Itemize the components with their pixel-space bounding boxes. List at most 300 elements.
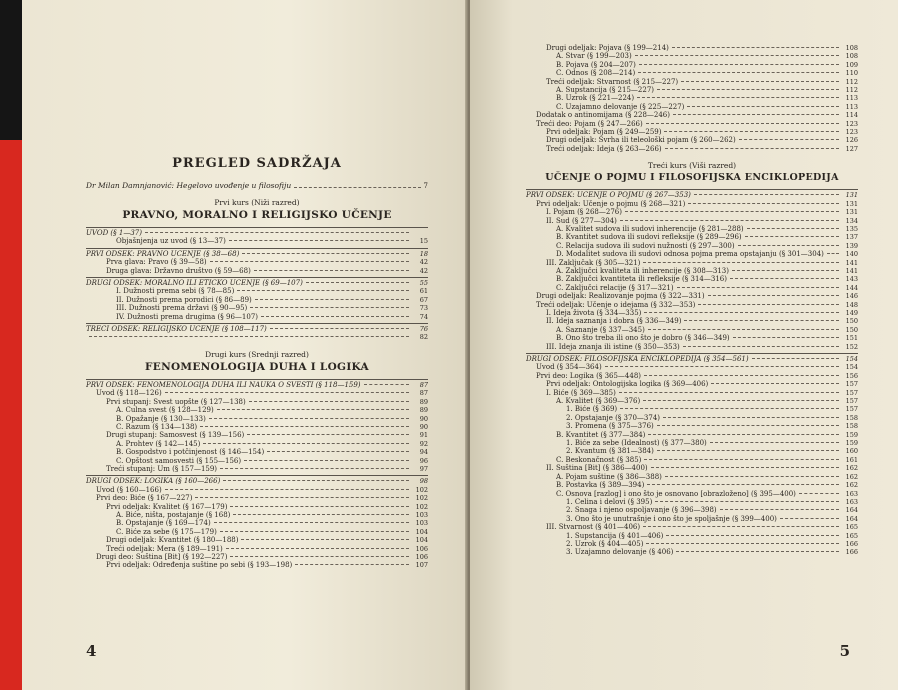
- toc-entry-text: Treći odeljak: Mera (§ 189—191): [106, 544, 223, 553]
- toc-entry-page: 123: [845, 128, 858, 137]
- leader-dots: [688, 203, 839, 204]
- toc-entry-text: 3. Uzajamno delovanje (§ 406): [566, 548, 674, 557]
- toc-section-heading: [86, 248, 428, 258]
- toc-entry: [86, 448, 428, 456]
- toc-entry-page: 139: [845, 241, 858, 250]
- toc-entry: [86, 398, 428, 406]
- toc-entry: [86, 304, 428, 312]
- toc-entry-text: C. Opštost samosvesti (§ 155—156): [116, 456, 242, 465]
- toc-entry-text: Treći odeljak: Učenje o idejama (§ 332—353): [536, 300, 696, 309]
- toc-entry: [86, 267, 428, 275]
- toc-entry-page: 107: [415, 561, 428, 570]
- toc-entry-text: PRVI ODSEK: PRAVNO UČENJE (§ 38—68): [86, 249, 240, 258]
- leader-dots: [635, 55, 839, 56]
- leader-dots: [676, 551, 839, 552]
- leader-dots: [720, 509, 839, 510]
- toc-entry-page: 159: [845, 430, 858, 439]
- toc-section-heading: [86, 379, 428, 389]
- leader-dots: [89, 336, 409, 337]
- page-number: 5: [839, 642, 850, 660]
- toc-entry-text: A. Saznanje (§ 337—345): [556, 325, 645, 334]
- toc-entry-page: 106: [415, 544, 428, 553]
- toc-entry-page: 150: [845, 317, 858, 326]
- toc-entry-text: PRVI ODSEK: UČENJE O POJMU (§ 267—353): [526, 191, 691, 200]
- toc-entry-text: II. Sud (§ 277—304): [546, 216, 617, 225]
- toc-entry-page: 87: [419, 380, 428, 389]
- leader-dots: [233, 514, 409, 515]
- intro-text: Dr Milan Damnjanović: Hegelovo uvođenje u filosofiju: [86, 181, 292, 190]
- toc-entry-page: 150: [845, 325, 858, 334]
- toc-entry-page: 165: [845, 523, 858, 532]
- toc-entry-text: II. Suština [Bit] (§ 386—400): [546, 464, 648, 473]
- toc-entry: [526, 540, 858, 548]
- leader-dots: [687, 106, 839, 107]
- toc-entry-page: 102: [415, 494, 428, 503]
- toc-entry-page: 157: [845, 388, 858, 397]
- toc-entry-text: C. Relacija sudova ili sudovi nužnosti (§ 297—300): [556, 241, 735, 250]
- toc-entry: [526, 111, 858, 119]
- toc-entry: [86, 545, 428, 553]
- leader-dots: [203, 443, 409, 444]
- leader-dots: [214, 522, 409, 523]
- leader-dots: [244, 460, 409, 461]
- toc-entry: [526, 372, 858, 380]
- leader-dots: [226, 548, 409, 549]
- leader-dots: [648, 434, 839, 435]
- toc-entry-text: II. Ideja saznanja i dobra (§ 336—349): [546, 317, 682, 326]
- toc-section-heading: [526, 189, 858, 199]
- leader-dots: [229, 240, 409, 241]
- leader-dots: [745, 236, 839, 237]
- toc-entry-text: Treći stupanj: Um (§ 157—159): [106, 464, 218, 473]
- toc-list: [86, 227, 428, 342]
- toc-entry-page: 103: [415, 519, 428, 528]
- toc-entry: [86, 423, 428, 431]
- leader-dots: [643, 400, 839, 401]
- toc-entry-text: IV. Dužnosti prema drugima (§ 96—107): [116, 312, 258, 321]
- toc-entry-page: 106: [415, 553, 428, 561]
- page-title: PREGLED SADRŽAJA: [172, 156, 342, 171]
- leader-dots: [732, 270, 839, 271]
- toc-entry-page: 154: [845, 363, 858, 372]
- toc-entry: [526, 69, 858, 77]
- toc-entry-text: Treći odeljak: Stvarnost (§ 215—227): [546, 77, 679, 86]
- toc-entry: [526, 389, 858, 397]
- toc-entry-text: Objašnjenja uz uvod (§ 13—37): [116, 237, 226, 246]
- toc-entry-page: 143: [845, 275, 858, 284]
- toc-entry-page: 152: [845, 342, 858, 351]
- toc-entry-text: C. Odnos (§ 208—214): [556, 69, 636, 78]
- toc-entry-text: Treći odeljak: Ideja (§ 263—266): [546, 144, 662, 153]
- toc-entry-page: 165: [845, 531, 858, 540]
- toc-entry-page: 148: [845, 300, 858, 309]
- leader-dots: [247, 434, 409, 435]
- toc-entry-text: B. Pojava (§ 204—207): [556, 60, 636, 69]
- leader-dots: [250, 307, 409, 308]
- toc-entry-page: 146: [845, 292, 858, 301]
- toc-entry: [86, 389, 428, 397]
- toc-entry: [526, 136, 858, 144]
- leader-dots: [605, 366, 839, 367]
- leader-dots: [242, 253, 409, 254]
- leader-dots: [665, 476, 839, 477]
- toc-entry-text: B. Opažanje (§ 130—133): [116, 414, 206, 423]
- leader-dots: [657, 89, 839, 90]
- toc-entry-text: 1. Biće (§ 369): [566, 405, 618, 414]
- toc-entry: [526, 44, 858, 52]
- leader-dots: [698, 304, 839, 305]
- toc-section-heading: [86, 227, 428, 237]
- course-label: Treći kurs (Viši razred): [647, 161, 737, 171]
- leader-dots: [657, 425, 839, 426]
- toc-entry: [526, 422, 858, 430]
- toc-entry-page: 55: [419, 279, 428, 288]
- toc-entry-page: 112: [845, 86, 858, 95]
- leader-dots: [752, 358, 839, 359]
- toc-entry-text: Prvi odeljak: Ontologijska logika (§ 369—406): [546, 380, 709, 389]
- toc-entry: [86, 296, 428, 304]
- toc-entry-page: 90: [419, 422, 428, 431]
- toc-entry-text: Treći deo: Pojam (§ 247—266): [536, 119, 643, 128]
- leader-dots: [270, 328, 409, 329]
- toc-entry: [526, 431, 858, 439]
- toc-section-heading: [86, 323, 428, 333]
- leader-dots: [644, 312, 839, 313]
- toc-entry-page: 90: [419, 414, 428, 423]
- leader-dots: [677, 287, 839, 288]
- leader-dots: [646, 543, 839, 544]
- leader-dots: [738, 245, 839, 246]
- toc-entry-text: B. Kvantitet sudova ili sudovi refleksije (§ 289—296): [556, 233, 742, 242]
- toc-entry-text: I. Dužnosti prema sebi (§ 78—85): [116, 287, 235, 296]
- leader-dots: [639, 64, 839, 65]
- toc-entry-page: 127: [845, 144, 858, 153]
- right-page: [470, 0, 898, 690]
- intro-entry: [86, 181, 428, 190]
- toc-entry-page: 166: [845, 548, 858, 557]
- toc-entry-text: B. Postavka (§ 389—394): [556, 481, 645, 490]
- toc-entry: [526, 326, 858, 334]
- toc-entry-page: 141: [845, 258, 858, 267]
- toc-entry-text: B. Ono što treba ili ono što je dobro (§ 346—349): [556, 334, 730, 343]
- leader-dots: [827, 253, 839, 254]
- toc-entry-page: 157: [845, 397, 858, 406]
- leader-dots: [694, 194, 839, 195]
- toc-entry-text: DRUGI ODSEK: MORALNO ILI ETIČKO UČENJE (§ 69—107): [86, 279, 303, 288]
- toc-entry-text: A. Stvar (§ 199—203): [556, 52, 632, 61]
- toc-entry-text: Drugi odeljak: Pojava (§ 199—214): [546, 44, 669, 52]
- leader-dots: [683, 346, 839, 347]
- toc-entry: [526, 414, 858, 422]
- toc-entry: [86, 503, 428, 511]
- toc-entry: [86, 536, 428, 544]
- toc-entry: [526, 292, 858, 300]
- toc-entry-text: C. Osnova [razlog] i ono što je osnovano [obrazloženo] (§ 395—400): [556, 489, 796, 498]
- toc-entry-text: 2. Snaga i njeno ospoljavanje (§ 396—398): [566, 506, 717, 515]
- toc-entry: [526, 464, 858, 472]
- toc-entry: [526, 548, 858, 556]
- toc-list: [526, 44, 858, 153]
- toc-entry: [526, 284, 858, 292]
- leader-dots: [799, 493, 839, 494]
- toc-entry: [526, 380, 858, 388]
- toc-entry-text: III. Ideja znanja ili istine (§ 350—353): [546, 342, 680, 351]
- toc-entry: [526, 506, 858, 514]
- leader-dots: [747, 228, 839, 229]
- toc-entry-page: 158: [845, 422, 858, 431]
- toc-entry: [526, 78, 858, 86]
- toc-entry-page: 160: [845, 447, 858, 456]
- toc-entry-page: 61: [419, 287, 428, 296]
- page-number: 4: [86, 642, 97, 660]
- toc-entry-page: 158: [845, 413, 858, 422]
- toc-entry-text: A. Kvalitet sudova ili sudovi inherencije (§ 281—288): [556, 224, 744, 233]
- toc-entry-text: C. Razum (§ 134—138): [116, 422, 198, 431]
- toc-entry-text: 3. Ono što je unutrašnje i ono što je spoljašnje (§ 399—400): [566, 514, 777, 523]
- toc-entry-page: 76: [419, 325, 428, 334]
- left-page: [22, 0, 468, 690]
- toc-entry: [86, 313, 428, 321]
- toc-entry-text: A. Kvalitet (§ 369—376): [556, 397, 641, 406]
- book-edge-red: [0, 140, 22, 690]
- leader-dots: [261, 316, 409, 317]
- toc-entry-text: Drugi odeljak: Svrha ili teleološki pojam (§ 260—262): [546, 136, 736, 145]
- toc-entry-page: 92: [419, 439, 428, 448]
- toc-entry-page: 109: [845, 60, 858, 69]
- leader-dots: [651, 467, 839, 468]
- toc-entry-page: 108: [845, 52, 858, 61]
- toc-entry: [86, 287, 428, 295]
- toc-entry-text: UVOD (§ 1—37): [86, 229, 142, 237]
- toc-entry-text: C. Zaključci relacije (§ 317—321): [556, 283, 674, 292]
- toc-entry-page: 102: [415, 502, 428, 511]
- toc-entry-page: 123: [845, 119, 858, 128]
- toc-entry: [86, 528, 428, 536]
- toc-entry: [526, 473, 858, 481]
- toc-entry-text: DRUGI ODSEK: LOGIKA (§ 160—266): [86, 477, 221, 486]
- leader-dots: [780, 518, 839, 519]
- toc-entry-text: III. Dužnosti prema državi (§ 90—95): [116, 304, 248, 313]
- leader-dots: [684, 320, 839, 321]
- toc-entry-page: 15: [419, 237, 428, 246]
- toc-entry-text: Drugi stupanj: Samosvest (§ 139—156): [106, 431, 245, 440]
- leader-dots: [644, 375, 839, 376]
- leader-dots: [666, 535, 839, 536]
- toc-entry-page: 163: [845, 489, 858, 498]
- toc-entry-text: Prvi odeljak: Pojam (§ 249—259): [546, 128, 662, 137]
- toc-entry-page: 161: [845, 455, 858, 464]
- book-edge-black: [0, 0, 22, 140]
- leader-dots: [220, 531, 409, 532]
- toc-entry-page: 137: [845, 233, 858, 242]
- toc-entry-page: 113: [845, 94, 858, 103]
- toc-entry: [526, 52, 858, 60]
- toc-entry-text: A. Čulna svest (§ 128—129): [116, 406, 214, 415]
- course-title: FENOMENOLOGIJA DUHA I LOGIKA: [145, 360, 369, 373]
- toc-entry-text: C. Uzajamno delovanje (§ 225—227): [556, 102, 685, 111]
- toc-section-heading: [526, 353, 858, 363]
- toc-entry-page: 162: [845, 464, 858, 473]
- toc-entry-page: 141: [845, 266, 858, 275]
- leader-dots: [672, 47, 839, 48]
- toc-entry-text: 2. Uzrok (§ 404—405): [566, 539, 644, 548]
- toc-entry-text: I. Biće (§ 369—385): [546, 388, 616, 397]
- toc-entry: [526, 275, 858, 283]
- toc-entry-page: 157: [845, 380, 858, 389]
- toc-entry-text: 1. Supstancija (§ 401—406): [566, 531, 664, 540]
- toc-entry-text: A. Prohtev (§ 142—145): [116, 439, 201, 448]
- toc-entry-text: Uvod (§ 118—126): [96, 389, 162, 398]
- toc-entry-page: 89: [419, 397, 428, 406]
- toc-entry: [526, 481, 858, 489]
- toc-entry-page: 74: [419, 312, 428, 321]
- toc-entry: [526, 128, 858, 136]
- toc-entry-page: 67: [419, 295, 428, 304]
- leader-dots: [217, 409, 409, 410]
- toc-entry-text: Prvi deo: Biće (§ 167—227): [96, 494, 193, 503]
- toc-entry: [86, 406, 428, 414]
- toc-entry: [86, 415, 428, 423]
- toc-entry-text: A. Zaključci kvaliteta ili inherencije (§ 308—313): [556, 266, 729, 275]
- toc-entry: [526, 317, 858, 325]
- toc-entry-page: 42: [419, 258, 428, 267]
- leader-dots: [249, 401, 409, 402]
- toc-entry: [86, 465, 428, 473]
- toc-entry: [526, 208, 858, 216]
- leader-dots: [195, 497, 409, 498]
- leader-dots: [364, 384, 409, 385]
- toc-entry-text: I. Pojam (§ 268—276): [546, 208, 622, 217]
- leader-dots: [708, 295, 839, 296]
- leader-dots: [643, 262, 839, 263]
- toc-entry: [526, 225, 858, 233]
- toc-entry: [86, 457, 428, 465]
- toc-entry: [526, 301, 858, 309]
- toc-entry: [86, 258, 428, 266]
- toc-entry-page: 163: [845, 497, 858, 506]
- toc-entry-page: 42: [419, 266, 428, 275]
- toc-entry: [86, 553, 428, 561]
- toc-entry: [86, 237, 428, 245]
- leader-dots: [210, 261, 409, 262]
- toc-entry-text: A. Supstancija (§ 215—227): [556, 86, 655, 95]
- toc-entry-text: B. Kvantitet (§ 377—384): [556, 430, 646, 439]
- toc-entry-text: A. Biće, ništa, postajanje (§ 168): [116, 510, 231, 519]
- toc-entry-text: 2. Kvantum (§ 381—384): [566, 447, 654, 456]
- leader-dots: [664, 131, 839, 132]
- toc-entry-page: 162: [845, 481, 858, 490]
- toc-entry-page: 144: [845, 283, 858, 292]
- toc-entry-page: 102: [415, 485, 428, 494]
- toc-entry-page: 134: [845, 216, 858, 225]
- leader-dots: [620, 220, 839, 221]
- toc-entry-text: Prva glava: Pravo (§ 39—58): [106, 258, 207, 267]
- toc-entry-page: 113: [845, 102, 858, 111]
- toc-entry-text: C. Beskonačnost (§ 385): [556, 455, 642, 464]
- toc-entry-text: Prvi stupanj: Svest uopšte (§ 127—138): [106, 397, 246, 406]
- toc-entry-text: Prvi odeljak: Određenja suštine po sebi (§ 193—198): [106, 561, 293, 570]
- toc-entry: [526, 94, 858, 102]
- toc-entry: [526, 259, 858, 267]
- toc-entry-text: B. Gospodstvo i potčinjenost (§ 146—154): [116, 448, 265, 457]
- leader-dots: [637, 97, 839, 98]
- toc-entry-page: 97: [419, 464, 428, 473]
- leader-dots: [620, 408, 839, 409]
- toc-entry-page: 114: [845, 111, 858, 120]
- leader-dots: [648, 329, 839, 330]
- leader-dots: [665, 148, 839, 149]
- leader-dots: [295, 564, 409, 565]
- toc-entry-page: 104: [415, 527, 428, 536]
- toc-entry: [86, 511, 428, 519]
- toc-entry-page: 110: [845, 69, 858, 78]
- toc-entry-page: 103: [415, 510, 428, 519]
- toc-entry-text: Prvi odeljak: Učenje o pojmu (§ 268—321): [536, 199, 686, 208]
- toc-entry: [526, 200, 858, 208]
- course-title: PRAVNO, MORALNO I RELIGIJSKO UČENJE: [122, 209, 392, 221]
- leader-dots: [241, 539, 409, 540]
- toc-entry: [86, 440, 428, 448]
- toc-entry-text: 1. Celina i delovi (§ 395): [566, 497, 653, 506]
- toc-entry-page: 94: [419, 448, 428, 457]
- toc-entry: [526, 309, 858, 317]
- toc-entry: [86, 333, 428, 341]
- toc-entry-page: 82: [419, 333, 428, 342]
- leader-dots: [643, 526, 839, 527]
- toc-entry: [526, 334, 858, 342]
- toc-entry: [526, 439, 858, 447]
- toc-entry-text: 2. Opstajanje (§ 370—374): [566, 413, 661, 422]
- toc-entry-page: 164: [845, 506, 858, 515]
- toc-entry-page: 140: [845, 250, 858, 259]
- toc-entry-text: A. Pojam suštine (§ 386—388): [556, 472, 662, 481]
- toc-entry-page: 162: [845, 472, 858, 481]
- toc-entry-page: 156: [845, 371, 858, 380]
- leader-dots: [655, 501, 839, 502]
- leader-dots: [733, 337, 839, 338]
- toc-entry-text: Prvi odeljak: Kvalitet (§ 167—179): [106, 502, 228, 511]
- leader-dots: [710, 442, 839, 443]
- leader-dots: [254, 270, 409, 271]
- toc-entry-text: D. Modalitet sudova ili sudovi odnosa pojma prema opstajanju (§ 301—304): [556, 250, 824, 259]
- toc-entry-text: Dodatak o antinomijama (§ 228—246): [536, 111, 670, 120]
- leader-dots: [220, 468, 409, 469]
- leader-dots: [638, 72, 839, 73]
- leader-dots: [255, 299, 409, 300]
- leader-dots: [165, 489, 409, 490]
- leader-dots: [673, 114, 839, 115]
- toc-entry-text: Drugi odeljak: Realizovanje pojma (§ 322—331): [536, 292, 705, 301]
- toc-entry-text: 3. Promena (§ 375—376): [566, 422, 654, 431]
- toc-list: [86, 379, 428, 570]
- toc-entry-text: 1. Biće za sebe (Idealnost) (§ 377—380): [566, 439, 707, 448]
- course-title: UČENJE O POJMU I FILOSOFIJSKA ENCIKLOPEDIJA: [545, 172, 839, 184]
- intro-page: 7: [423, 182, 428, 190]
- toc-entry-text: I. Ideja života (§ 334—335): [546, 308, 642, 317]
- toc-entry-page: 135: [845, 224, 858, 233]
- toc-entry: [526, 250, 858, 258]
- toc-entry: [526, 267, 858, 275]
- leader-dots: [730, 278, 839, 279]
- toc-entry-page: 112: [845, 77, 858, 86]
- toc-list: [526, 189, 858, 556]
- toc-entry: [526, 233, 858, 241]
- toc-entry-text: B. Opstajanje (§ 169—174): [116, 519, 211, 528]
- toc-section-heading: [86, 277, 428, 287]
- toc-entry-page: 151: [845, 334, 858, 343]
- toc-entry-page: 131: [845, 191, 858, 200]
- toc-entry-text: Druga glava: Državno društvo (§ 59—68): [106, 266, 251, 275]
